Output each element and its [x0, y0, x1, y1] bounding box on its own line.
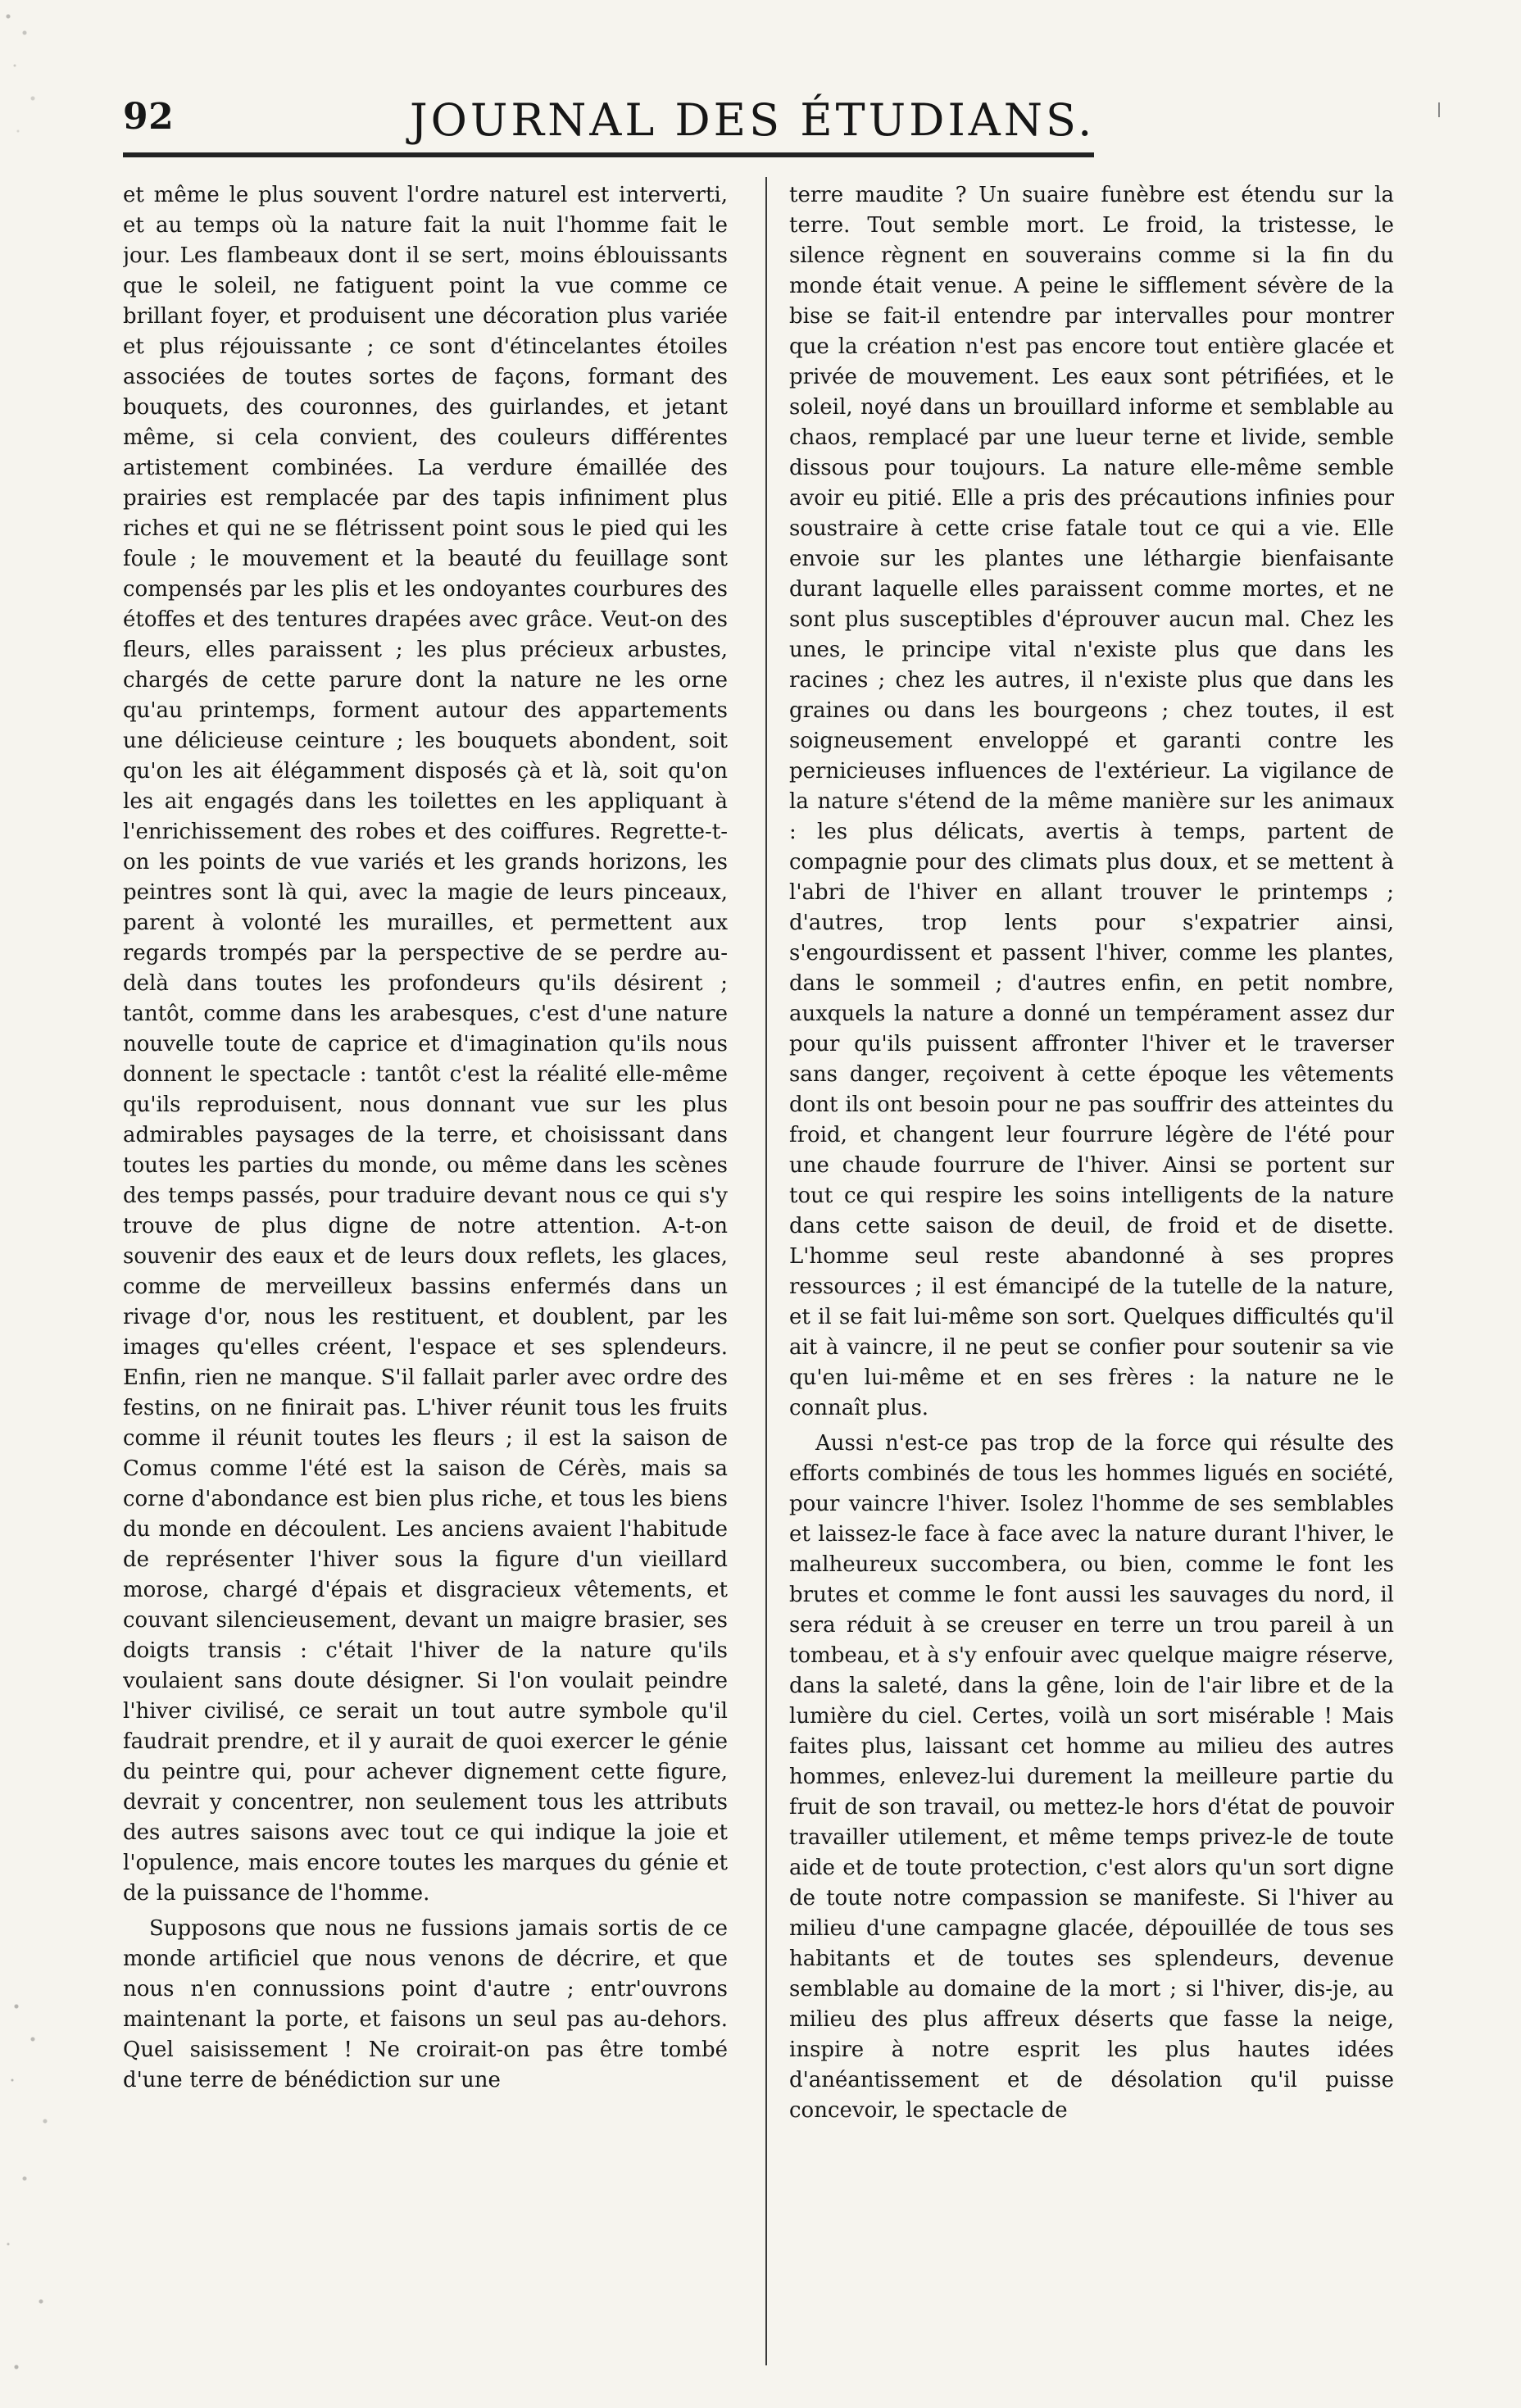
page-header — [123, 94, 1096, 146]
left-column — [123, 180, 728, 2352]
left-paragraph-1: et même le plus souvent l'ordre naturel est interverti, et au temps où la nature fait la nuit l'homme fait le jour. Les flambeaux dont il se sert, moins éblouissants que le soleil, ne fatiguent point la vue comme ce brillant foyer, et produisent une décoration plus variée et plus réjouissante ; ce sont d'étincelantes étoiles associées de toutes sortes de façons, formant des bouquets, des couronnes, des guirlandes, et jetant même, si cela convient, des couleurs différentes artistement combinées. La verdure émaillée des prairies est remplacée par des tapis infiniment plus riches et qui ne se flétrissent point sous le pied qui les foule ; le mouvement et la beauté du feuillage sont compensés par les plis et les ondoyantes courbures des étoffes et des tentures drapées avec grâce. Veut-on des fleurs, elles paraissent ; les plus précieux arbustes, chargés de cette parure dont la nature ne les orne qu'au printemps, forment autour des appartements une délicieuse ceinture ; les bouquets abondent, soit qu'on les ait élégamment disposés çà et là, soit qu'on les ait engagés dans les toilettes en les appliquant à l'enrichissement des robes et des coiffures. Regrette-t-on les points de vue variés et les grands horizons, les peintres sont là qui, avec la magie de leurs pinceaux, parent à volonté les murailles, et permettent aux regards trompés par la perspective de se perdre au-delà dans toutes les profondeurs qu'ils désirent ; tantôt, comme dans les arabesques, c'est d'une nature nouvelle toute de caprice et d'imagination qu'ils nous donnent le spectacle : tantôt c'est la réalité elle-même qu'ils reproduisent, nous donnant vue sur les plus admirables paysages de la terre, et choisissant dans toutes les parties du monde, ou même dans les scènes des temps passés, pour traduire devant nous ce qui s'y trouve de plus digne de notre attention. A-t-on souvenir des eaux et de leurs doux reflets, les glaces, comme de merveilleux bassins enfermés dans un rivage d'or, nous les restituent, et doublent, par les images qu'elles créent, l'espace et ses splendeurs. Enfin, rien ne manque. S'il fallait parler avec ordre des festins, on ne finirait pas. L'hiver réunit tous les fruits comme il réunit toutes les fleurs ; il est la saison de Comus comme l'été est la saison de Cérès, mais sa corne d'abondance est bien plus riche, et tous les biens du monde en découlent. Les anciens avaient l'habitude de représenter l'hiver sous la figure d'un vieillard morose, chargé d'épais et disgracieux vêtements, et couvant silencieusement, devant un maigre brasier, ses doigts transis : c'était l'hiver de la nature qu'ils voulaient sans doute désigner. Si l'on voulait peindre l'hiver civilisé, ce serait un tout autre symbole qu'il faudrait prendre, et il y aurait de quoi exercer le génie du peintre qui, pour achever dignement cette figure, devrait y concentrer, non seulement tous les attributs des autres saisons avec tout ce qui indique la joie et l'opulence, mais encore toutes les marques du génie et de la puissance de l'homme. — [123, 183, 728, 1906]
left-paragraph-2: Supposons que nous ne fussions jamais sortis de ce monde artificiel que nous venons de décrire, et que nous n'en connussions point d'autre ; entr'ouvrons maintenant la porte, et faisons un seul pas au-dehors. Quel saisissement ! Ne croirait-on pas être tombé d'une terre de bénédiction sur une — [123, 1916, 728, 2092]
page-edge-speckle-bottom-left — [0, 1982, 78, 2408]
page-number: 92 — [123, 96, 175, 138]
header-rule — [123, 152, 1094, 157]
page-edge-speckle-top-left — [0, 0, 57, 180]
running-title: JOURNAL DES ÉTUDIANS. — [410, 94, 1096, 146]
right-paragraph-1: terre maudite ? Un suaire funèbre est étendu sur la terre. Tout semble mort. Le froid, la tristesse, le silence règnent en souverains comme si la fin du monde était venue. A peine le sifflement sévère de la bise se fait-il entendre par intervalles pour montrer que la création n'est pas encore tout entière glacée et privée de mouvement. Les eaux sont pétrifiées, et le soleil, noyé dans un brouillard informe et semblable au chaos, remplacé par une lueur terne et livide, semble dissous pour toujours. La nature elle-même semble avoir eu pitié. Elle a pris des précautions infinies pour soustraire à cette crise fatale tout ce qui a vie. Elle envoie sur les plantes une léthargie bienfaisante durant laquelle elles paraissent comme mortes, et ne sont plus susceptibles d'éprouver aucun mal. Chez les unes, le principe vital n'existe plus que dans les racines ; chez les autres, il n'existe plus que dans les graines ou dans les bourgeons ; chez toutes, il est soigneusement enveloppé et garanti contre les pernicieuses influences de l'extérieur. La vigilance de la nature s'étend de la même manière sur les animaux : les plus délicats, avertis à temps, partent de compagnie pour des climats plus doux, et se mettent à l'abri de l'hiver en allant trouver le printemps ; d'autres, trop lents pour s'expatrier ainsi, s'engourdissent et passent l'hiver, comme les plantes, dans le sommeil ; d'autres enfin, en petit nombre, auxquels la nature a donné un tempérament assez dur pour qu'ils puissent affronter l'hiver et le traverser sans danger, reçoivent à cette époque les vêtements dont ils ont besoin pour ne pas souffrir des atteintes du froid, et changent leur fourrure légère de l'été pour une chaude fourrure de l'hiver. Ainsi se portent sur tout ce qui respire les soins intelligents de la nature dans cette saison de deuil, de froid et de disette. L'homme seul reste abandonné à ses propres ressources ; il est émancipé de la tutelle de la nature, et il se fait lui-même son sort. Quelques difficultés qu'il ait à vaincre, il ne peut se confier pour soutenir sa vie qu'en lui-même et en ses frères : la nature ne le connaît plus. — [789, 183, 1394, 1420]
column-divider — [765, 177, 767, 2365]
folio-mark — [1438, 102, 1440, 117]
right-column — [789, 180, 1394, 2352]
right-paragraph-2: Aussi n'est-ce pas trop de la force qui résulte des efforts combinés de tous les hommes ligués en société, pour vaincre l'hiver. Isolez l'homme de ses semblables et laissez-le face à face avec la nature durant l'hiver, le malheureux succombera, ou bien, comme le font les brutes et comme le font aussi les sauvages du nord, il sera réduit à se creuser en terre un trou pareil à un tombeau, et à s'y enfouir avec quelque maigre réserve, dans la saleté, dans la gêne, loin de l'air libre et de la lumière du ciel. Certes, voilà un sort misérable ! Mais faites plus, laissant cet homme au milieu des autres hommes, enlevez-lui durement la meilleure partie du fruit de son travail, ou mettez-le hors d'état de pouvoir travailler utilement, et même temps privez-le de toute aide et de toute protection, c'est alors qu'un sort digne de toute notre compassion se manifeste. Si l'hiver au milieu d'une campagne glacée, dépouillée de tous ses habitants et de toutes ses splendeurs, devenue semblable au domaine de la mort ; si l'hiver, dis-je, au milieu des plus affreux déserts que fasse la neige, inspire à notre esprit les plus hautes idées d'anéantissement et de désolation qu'il puisse concevoir, le spectacle de — [789, 1431, 1394, 2123]
